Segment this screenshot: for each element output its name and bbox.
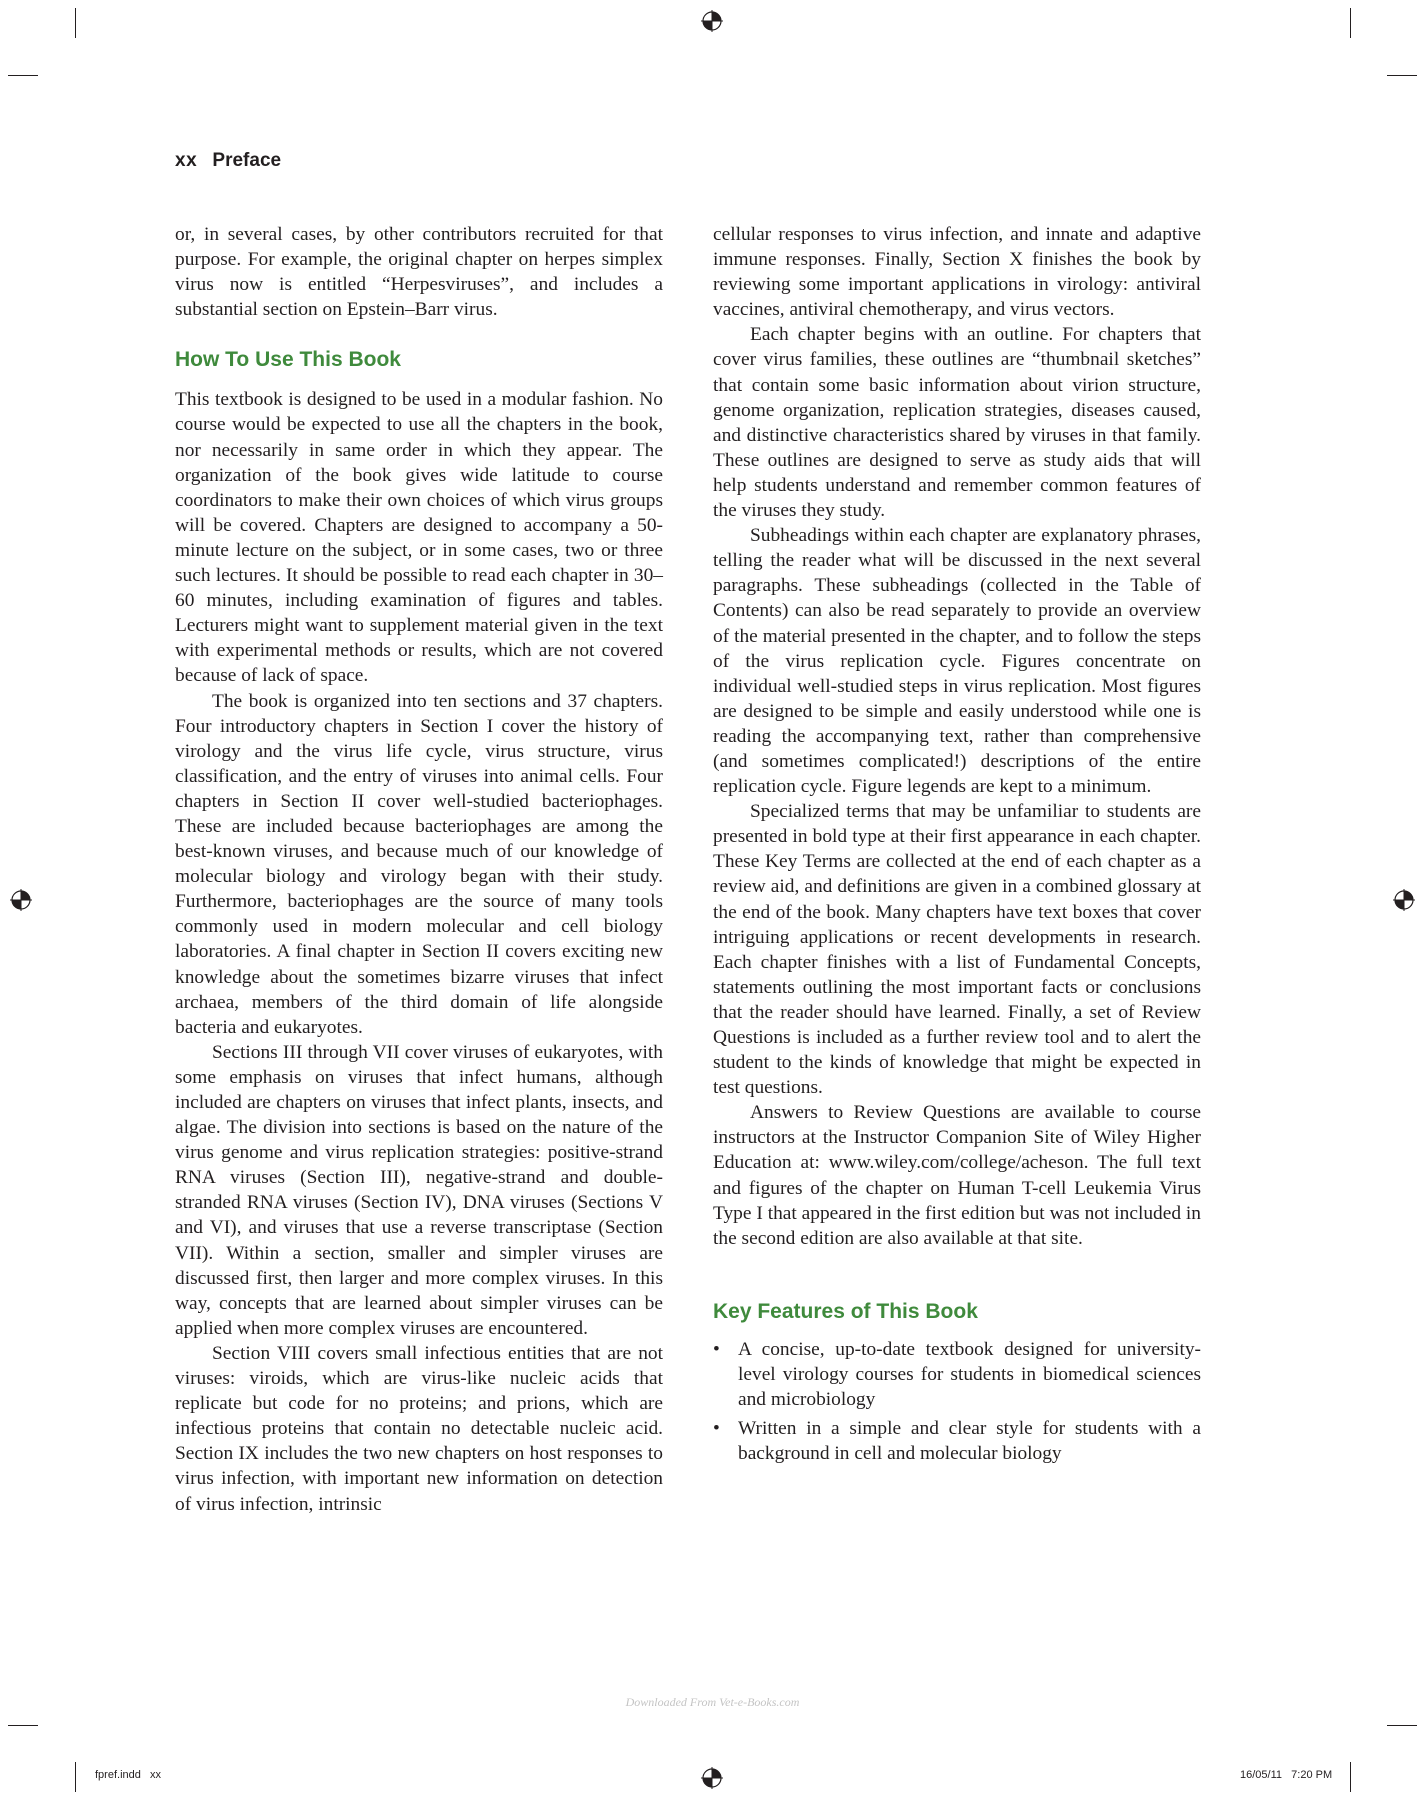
crop-mark (8, 1725, 38, 1726)
left-column (175, 222, 663, 1517)
paragraph: Each chapter begins with an outline. For chapters that cover virus families, these outlines are “thumbnail sketches” that contain some basic information about virion structure, genome organization, replication strategies, diseases caused, and distinctive characteristics shared by viruses in that family. These outlines are designed to serve as study aids that will help students understand and remember common features of the viruses they study. (713, 324, 1201, 522)
paragraph: Answers to Review Questions are available to course instructors at the Instructor Companion Site of Wiley Higher Education at: www.wiley.com/college/acheson. The full text and figures of the chapter on Human T-cell Leukemia Virus Type I that appeared in the first edition but was not included in the second edition are also available at that site. (713, 1102, 1201, 1249)
registration-mark-icon (1393, 889, 1415, 911)
paragraph: This textbook is designed to be used in a modular fashion. No course would be expected to use all the chapters in the book, nor necessarily in same order in which they appear. The organization of the book gives wide latitude to course coordinators to make their own choices of which virus groups will be covered. Chapters are designed to accompany a 50-minute lecture on the subject, or in some cases, two or three such lectures. It should be possible to read each chapter in 30–60 minutes, including examination of figures and tables. Lecturers might want to supplement material given in the text with experimental methods or results, which are not covered because of lack of space. (175, 389, 663, 687)
feature-list (713, 1337, 1201, 1466)
slug-date: 16/05/11 7:20 PM (1240, 1769, 1333, 1781)
paragraph: cellular responses to virus infection, and innate and adaptive immune responses. Finally, Section X finishes the book by reviewing some important applications in virology: antiviral vaccines, antiviral chemotherapy, and virus vectors. (713, 224, 1201, 321)
paragraph: Specialized terms that may be unfamiliar to students are presented in bold type at their first appearance in each chapter. These Key Terms are collected at the end of each chapter as a review aid, and definitions are given in a combined glossary at the end of the book. Many chapters have text boxes that cover intriguing applications or recent developments in research. Each chapter finishes with a list of Fundamental Concepts, statements outlining the most important facts or conclusions that the reader should have learned. Finally, a set of Review Questions is included as a further review tool and to alert the student to the kinds of knowledge that might be expected in test questions. (713, 801, 1201, 1099)
bullet-icon: • (713, 1338, 720, 1360)
paragraph: The book is organized into ten sections and 37 chapters. Four introductory chapters in Section I cover the history of virology and the virus life cycle, virus structure, virus classification, and the entry of viruses into animal cells. Four chapters in Section II cover well-studied bacteriophages. These are included because bacteriophages are among the best-known viruses, and because much of our knowledge of molecular biology and virology began with their study. Furthermore, bacteriophages are the source of many tools commonly used in modern molecular and cell biology laboratories. A final chapter in Section II covers exciting new knowledge about the sometimes bizarre viruses that infect archaea, members of the third domain of life alongside bacteria and eukaryotes. (175, 690, 663, 1038)
crop-mark (1350, 1762, 1351, 1792)
paragraph: or, in several cases, by other contributors recruited for that purpose. For example, the original chapter on herpes simplex virus now is entitled “Herpesviruses”, and includes a substantial section on Epstein–Barr virus. (175, 224, 663, 321)
bullet-icon: • (713, 1418, 720, 1440)
slug-filename: fpref.indd xx (95, 1769, 162, 1781)
registration-mark-icon (10, 889, 32, 911)
crop-mark (8, 75, 38, 76)
crop-mark (1387, 1725, 1417, 1726)
watermark: Downloaded From Vet-e-Books.com (625, 1695, 800, 1709)
list-item (713, 1337, 1201, 1412)
paragraph: Sections III through VII cover viruses of eukaryotes, with some emphasis on viruses that infect humans, although included are chapters on viruses that infect plants, insects, and algae. The division into sections is based on the nature of the virus genome and virus replication strategies: positive-strand RNA viruses (Section III), negative-strand and double-stranded RNA viruses (Section IV), DNA viruses (Sections V and VI), and viruses that use a reverse transcriptase (Section VII). Within a section, smaller and simpler viruses are discussed first, then larger and more complex viruses. In this way, concepts that are learned about simpler viruses can be applied when more complex viruses are encountered. (175, 1041, 663, 1339)
list-item-text: A concise, up-to-date textbook designed for university-level virology courses for students in biomedical sciences and microbiology (738, 1338, 1201, 1411)
crop-mark (75, 8, 76, 38)
crop-mark (75, 1762, 76, 1792)
registration-mark-icon (701, 1767, 723, 1789)
list-item-text: Written in a simple and clear style for students with a background in cell and molecular biology (738, 1418, 1201, 1465)
section-heading-key-features: Key Features of This Book (713, 1299, 978, 1323)
running-head-title: Preface (212, 150, 282, 171)
paragraph: Section VIII covers small infectious entities that are not viruses: viroids, which are virus-like nucleic acids that replicate but code for no proteins; and prions, which are infectious proteins that contain no detectable nucleic acid. Section IX includes the two new chapters on host responses to virus infection, with important new information on detection of virus infection, intrinsic (175, 1342, 663, 1515)
paragraph: Subheadings within each chapter are explanatory phrases, telling the reader what will be discussed in the next several paragraphs. These subheadings (collected in the Table of Contents) can also be read separately to provide an overview of the material presented in the chapter, and to follow the steps of the virus replication cycle. Figures concentrate on individual well-studied steps in virus replication. Most figures are designed to be simple and easily understood while one is reading the accompanying text, rather than comprehensive (and sometimes complicated!) descriptions of the entire replication cycle. Figure legends are kept to a minimum. (713, 525, 1201, 798)
section-heading-how-to-use: How To Use This Book (175, 348, 401, 372)
page-number: xx (175, 150, 198, 171)
running-head (175, 150, 281, 172)
registration-mark-icon (701, 10, 723, 32)
crop-mark (1387, 75, 1417, 76)
right-column (713, 222, 1201, 1470)
list-item (713, 1416, 1201, 1466)
crop-mark (1350, 8, 1351, 38)
